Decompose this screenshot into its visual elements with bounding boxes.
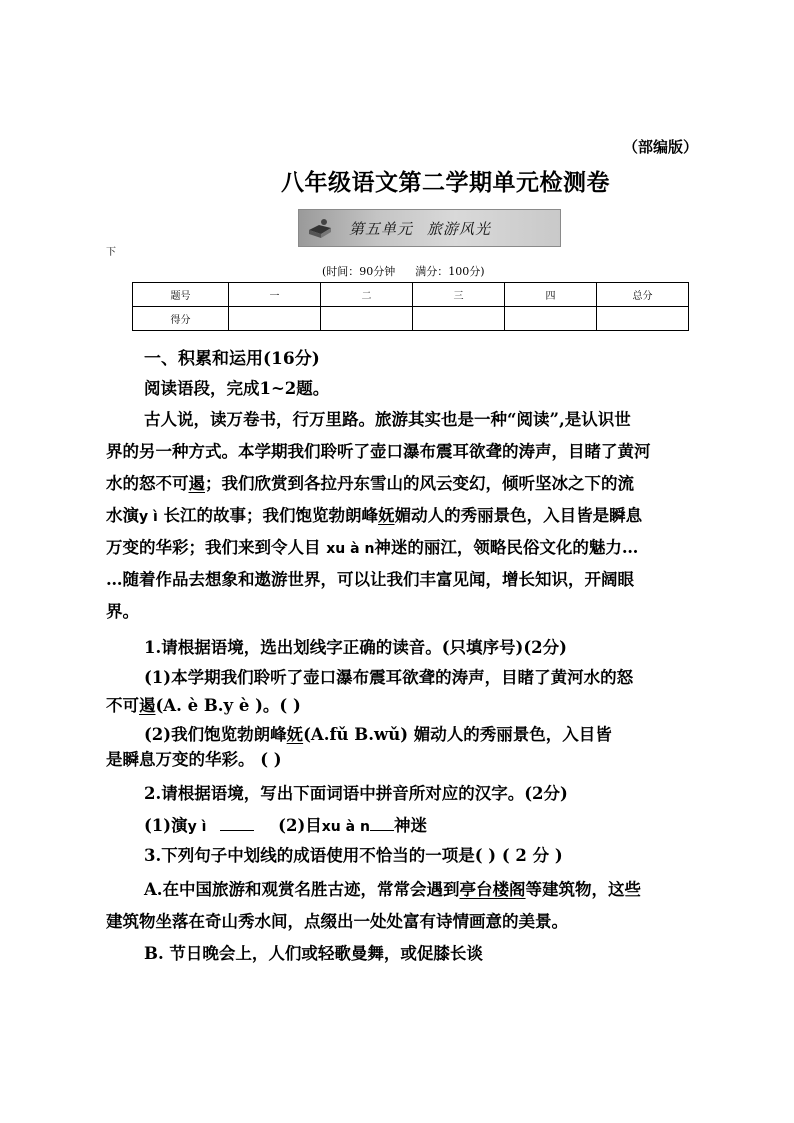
question-text: (2)目 [278,816,322,835]
score-cell[interactable] [229,307,321,331]
question-3-stem: 3.下列句子中划线的成语使用不恰当的一项是( ) ( 2 分 ) [144,846,563,865]
passage-text: 水演 [106,506,139,525]
question-1-stem: 1.请根据语境，选出划线字正确的读音。(只填序号)(2分) [144,638,567,657]
underlined-char: 妩 [378,506,395,525]
underlined-char: 妩 [286,725,304,744]
passage-text: 万变的华彩；我们来到令人目 [106,538,327,557]
pinyin: y ì [187,819,207,835]
banner-theme: 旅游风光 [427,220,492,238]
question-2-stem: 2.请根据语境，写出下面词语中拼音所对应的汉字。(2分) [144,784,568,803]
table-row [133,283,689,307]
question-1-sub2-cont[interactable]: 是瞬息万变的华彩。 ( ) [106,750,282,769]
passage-text: 水的怒不可 [106,474,189,493]
book-icon [307,216,333,242]
table-header-cell: 四 [505,283,597,307]
table-row-label: 得分 [133,307,229,331]
table-header-cell: 题号 [133,283,229,307]
passage-line: …随着作品去想象和遨游世界，可以让我们丰富见闻，增长知识，开阔眼 [106,570,634,589]
passage-text: 媚动人的秀丽景色，入目皆是瞬息 [394,506,643,525]
exam-info [322,263,505,279]
passage-line [106,534,638,558]
banner-unit: 第五单元 [349,220,414,238]
table-header-cell: 二 [321,283,413,307]
pinyin: xu à n [321,819,370,835]
table-header-cell: 三 [413,283,505,307]
table-row [133,307,689,331]
option-a-line: 建筑物坐落在奇山秀水间，点缀出一处处富有诗情画意的美景。 [106,912,568,931]
unit-banner [298,209,561,247]
answer-choices[interactable]: (A.fǔ B.wǔ) 媚动人的秀丽景色，入目皆 [303,725,612,744]
pinyin: y ì [139,509,158,525]
passage-text: 长江的故事；我们饱览勃朗峰 [157,506,379,525]
section-heading: 一、积累和运用(16分) [144,349,320,369]
passage-line: 界。 [106,602,139,621]
side-mark: 下 [106,247,116,258]
full-score: 满分：100分) [415,265,485,278]
question-1-sub1-cont [106,692,301,716]
question-1-sub2 [144,721,612,745]
score-table [132,282,689,331]
question-1-sub1: (1)本学期我们聆听了壶口瀑布震耳欲聋的涛声，目睹了黄河水的怒 [144,668,634,687]
underlined-char: 遏 [188,474,205,493]
passage-line: 界的另一种方式。本学期我们聆听了壶口瀑布震耳欲聋的涛声，目睹了黄河 [106,442,651,461]
edition-label: （部编版） [623,138,699,156]
question-text: (2)我们饱览勃朗峰 [144,725,287,744]
score-cell[interactable] [505,307,597,331]
answer-blank[interactable] [220,816,254,831]
passage-line [106,470,634,494]
question-text: (1)演 [144,816,188,835]
table-header-cell: 一 [229,283,321,307]
score-cell[interactable] [597,307,689,331]
option-text: 等建筑物，这些 [525,880,642,899]
passage-line: 古人说，读万卷书，行万里路。旅游其实也是一种“阅读”,是认识世 [144,410,631,429]
passage-line [106,502,642,526]
exam-time: (时间：90分钟 [322,265,396,278]
pinyin: xu à n [326,541,375,557]
option-b-line: B. 节日晚会上，人们或轻歌曼舞，或促膝长谈 [144,944,483,963]
answer-blank[interactable] [370,816,394,831]
answer-choices[interactable]: (A. è B.y è )。( ) [155,696,301,715]
option-a-line [144,876,641,900]
option-text: A.在中国旅游和观赏名胜古迹，常常会遇到 [144,880,460,899]
page-title: 八年级语文第二学期单元检测卷 [281,169,610,196]
score-cell[interactable] [321,307,413,331]
underlined-idiom: 亭台楼阁 [459,880,526,899]
table-header-cell: 总分 [597,283,689,307]
score-cell[interactable] [413,307,505,331]
passage-text: 神迷的丽江，领略民俗文化的魅力… [374,538,639,557]
question-text: 不可 [106,696,139,715]
question-2-items [144,812,427,836]
underlined-char: 遏 [139,696,156,715]
section-instruction: 阅读语段，完成1~2题。 [144,379,330,398]
question-text: 神迷 [393,816,427,835]
passage-text: ；我们欣赏到各拉丹东雪山的风云变幻，倾听坚冰之下的流 [205,474,634,493]
